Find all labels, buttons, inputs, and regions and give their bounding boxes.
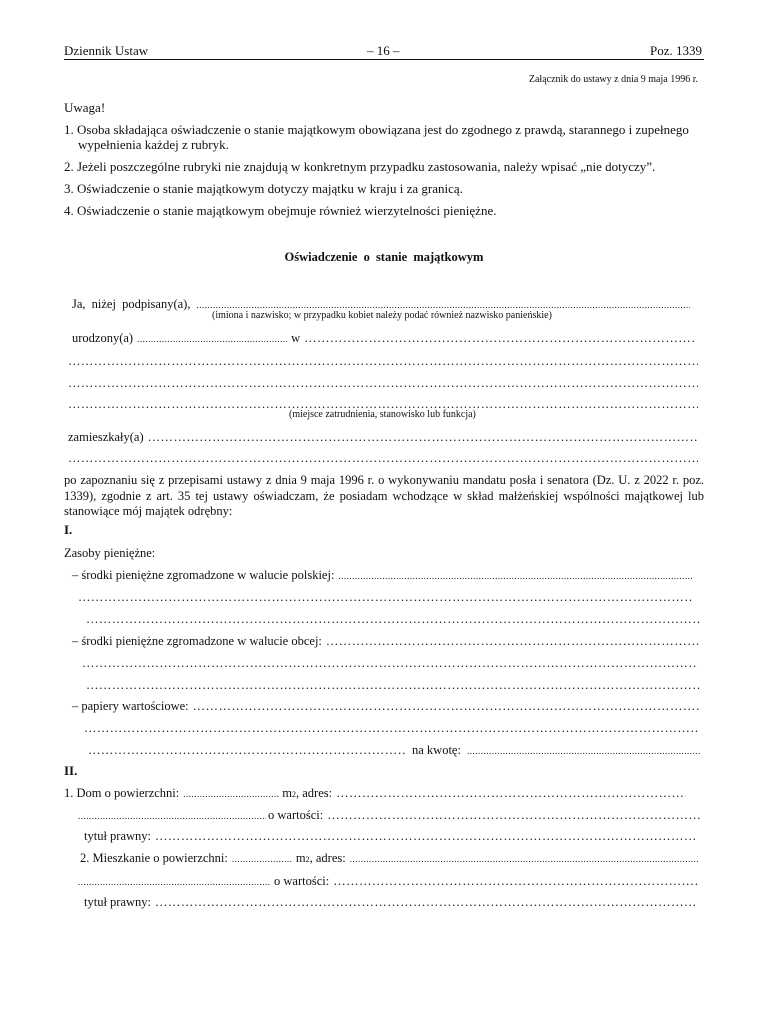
house-value-field[interactable] (327, 807, 700, 823)
house-area-sup: 2 (292, 790, 296, 799)
section-2-heading: II. (64, 763, 78, 778)
journal-name: Dziennik Ustaw (64, 43, 149, 58)
residence-label: zamieszkały(a) (68, 430, 144, 444)
flat-title-label: tytuł prawny: (84, 895, 152, 909)
notice-item-2 (64, 159, 655, 175)
foreign-row (72, 633, 700, 649)
born-in-label: w (291, 331, 301, 345)
flat-row (80, 850, 698, 868)
flat-value-row (78, 873, 700, 890)
flat-title-row (84, 894, 698, 910)
foreign-field-2[interactable] (82, 655, 698, 671)
flat-value-field[interactable] (333, 873, 700, 889)
notice-item-1 (64, 122, 689, 138)
birth-date-field[interactable] (137, 331, 287, 347)
flat-area-unit: m (295, 851, 306, 865)
pln-field-3[interactable] (86, 611, 700, 627)
declaration-line-3: stanowiące mój majątek odrębny: (64, 504, 233, 518)
notice-item-3 (64, 181, 463, 197)
notice-item-1-continuation: wypełnienia każdej z rubryk. (78, 137, 229, 152)
declaration-line-1: po zapoznaniu się z przepisami ustawy z dnia 9 maja 1996 r. o wykonywaniu mandatu posła i senatora (Dz. U. z 2022 r. poz. (64, 473, 704, 487)
pln-field-2[interactable] (78, 589, 694, 605)
foreign-field-3[interactable] (86, 677, 700, 693)
employment-hint: (miejsce zatrudnienia, stanowisko lub funkcja) (289, 409, 476, 420)
securities-row (72, 698, 700, 714)
house-area-unit: m (282, 786, 292, 800)
securities-label: – papiery wartościowe: (72, 699, 189, 713)
born-label: urodzony(a) (72, 331, 134, 345)
notice-item-text: Oświadczenie o stanie majątkowym obejmuje również wierzytelności pieniężne. (77, 203, 497, 218)
pln-label: – środki pieniężne zgromadzone w walucie polskiej: (72, 568, 335, 582)
house-area-field[interactable] (183, 786, 279, 802)
notice-item-num: 2. (64, 159, 74, 174)
foreign-label: – środki pieniężne zgromadzone w walucie obcej: (72, 634, 322, 648)
position-number: Poz. 1339 (650, 43, 702, 58)
amount-row (88, 742, 700, 759)
house-address-field[interactable] (336, 785, 686, 801)
signed-hint: (imiona i nazwisko; w przypadku kobiet należy podać również nazwisko panieńskie) (212, 310, 552, 321)
flat-label: 2. Mieszkanie o powierzchni: (80, 851, 228, 865)
amount-label: na kwotę: (412, 743, 461, 757)
flat-address-label: , adres: (309, 851, 346, 865)
house-row (64, 785, 686, 803)
cash-title: Zasoby pieniężne: (64, 546, 156, 560)
residence-row (68, 429, 698, 445)
declaration-line-2: 1339), zgodnie z art. 35 tej ustawy oświadczam, że posiadam wchodzące w skład małżeńskiej wspólności majątkowej lub (64, 489, 704, 503)
residence-field[interactable] (148, 429, 698, 445)
notice-item-num: 3. (64, 181, 74, 196)
house-title-row (84, 828, 698, 844)
notice-title: Uwaga! (64, 100, 106, 115)
section-1-heading: I. (64, 522, 73, 537)
house-title-field[interactable] (155, 828, 698, 844)
notice-item-text: Jeżeli poszczególne rubryki nie znajdują w konkretnym przypadku zastosowania, należy wpisać „nie dotyczy”. (77, 159, 656, 174)
header-rule (64, 59, 704, 60)
flat-area-field[interactable] (232, 851, 292, 867)
house-address-label: , adres: (296, 786, 333, 800)
flat-value-label: o wartości: (274, 874, 330, 888)
annex-note: Załącznik do ustawy z dnia 9 maja 1996 r. (528, 74, 698, 85)
flat-address-field-2[interactable] (78, 874, 270, 890)
employment-field-2[interactable] (68, 375, 698, 391)
notice-item-text: Oświadczenie o stanie majątkowym dotyczy majątku w kraju i za granicą. (77, 181, 463, 196)
form-title: Oświadczenie o stanie majątkowym (284, 250, 484, 264)
amount-field[interactable] (467, 743, 700, 759)
flat-area-sup: 2 (305, 855, 310, 864)
notice-item-num: 1. (64, 122, 74, 137)
house-value-label: o wartości: (268, 808, 324, 822)
foreign-field[interactable] (326, 633, 700, 649)
house-address-field-2[interactable] (78, 808, 266, 824)
notice-item-text: Osoba składająca oświadczenie o stanie majątkowym obowiązana jest do zgodnego z prawdą, starannego i zupełnego (77, 122, 689, 137)
house-label: 1. Dom o powierzchni: (64, 786, 180, 800)
notice-item-4 (64, 203, 496, 219)
signed-label: Ja, niżej podpisany(a), (72, 297, 191, 311)
residence-field-2[interactable] (68, 450, 698, 466)
flat-title-field[interactable] (155, 894, 698, 910)
employment-field-1[interactable] (68, 353, 698, 369)
pln-row (72, 567, 692, 584)
flat-address-field[interactable] (350, 851, 698, 867)
securities-field-2[interactable] (84, 720, 700, 736)
birth-place-field[interactable] (304, 330, 694, 346)
born-row (72, 330, 694, 347)
securities-field-3[interactable] (88, 742, 406, 758)
house-title-label: tytuł prawny: (84, 829, 152, 843)
securities-field[interactable] (193, 698, 700, 714)
house-value-row (78, 807, 700, 824)
pln-field[interactable] (338, 568, 692, 584)
page-number: – 16 – (367, 43, 400, 58)
notice-item-num: 4. (64, 203, 74, 218)
